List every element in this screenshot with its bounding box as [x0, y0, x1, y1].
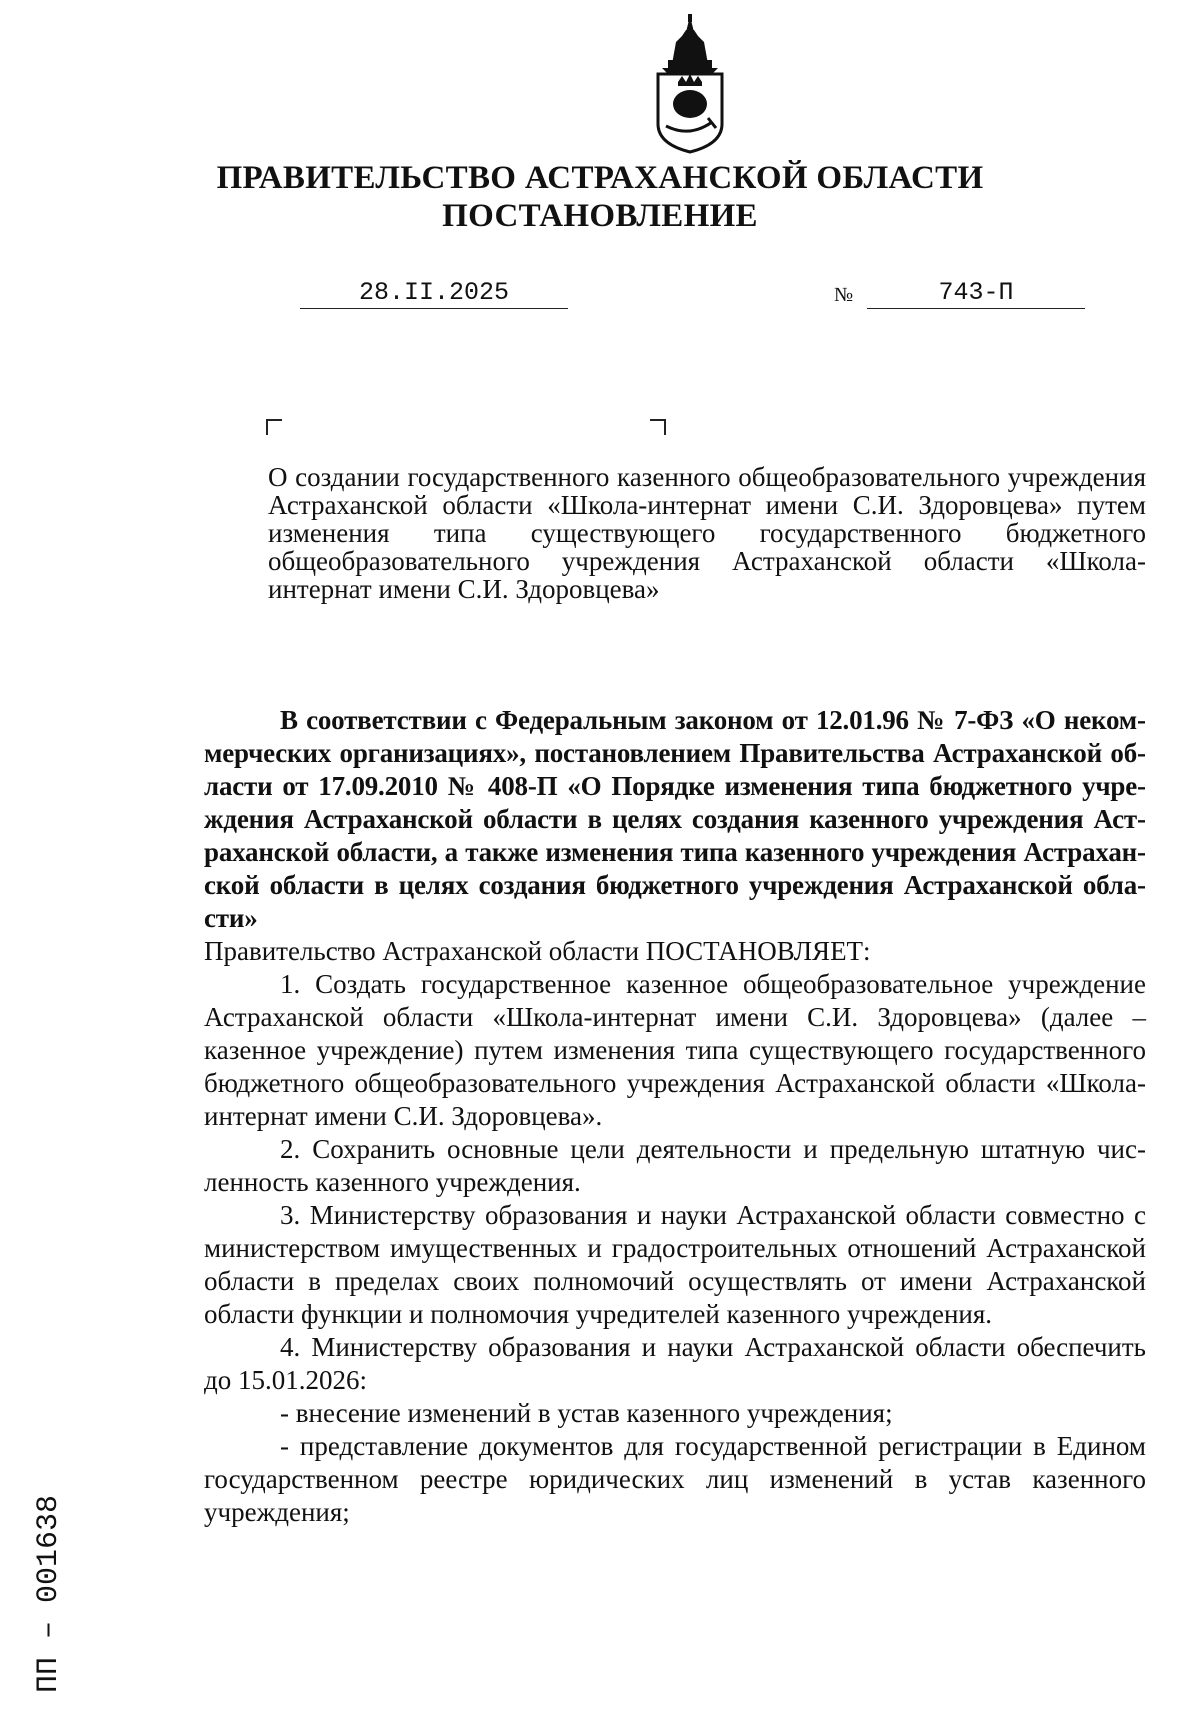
document-type-title: ПОСТАНОВЛЕНИЕ	[442, 198, 758, 234]
form-serial-number: ПП – 001638	[32, 1494, 66, 1693]
government-title: ПРАВИТЕЛЬСТВО АСТРАХАНСКОЙ ОБЛАСТИ	[216, 160, 984, 196]
resolves-paragraph: Правительство Астраханской области ПОСТАНОВЛЯЕТ:	[204, 936, 871, 966]
resolution-number: 743-П	[867, 278, 1085, 309]
resolution-subject: О создании государственного казенного общеобразовательного учреждения Астраханской области «Школа-интернат имени С.И. Здоровцева» путем изменения типа существующего государственного бюджетного общеобразовательного учреждения Астраханской области «Школа-интернат имени С.И. Здоровцева»	[268, 462, 1146, 604]
item-1-paragraph: 1. Создать государственное казенное общеобразовательное учреждение Астраханской области «Школа-интернат имени С.И. Здоровцева» (далее – казенное учреждение) путем изменения типа существующего государственного бюджетного общеобразовательного учреждения Астраханской области «Школа-интернат имени С.И. Здоровцева».	[204, 969, 1146, 1131]
resolution-body	[204, 704, 1146, 1529]
title-bracket-right	[650, 419, 666, 435]
item-4-sub-a: - внесение изменений в устав казенного учреждения;	[280, 1398, 893, 1428]
title-bracket-left	[266, 419, 282, 435]
item-3-paragraph: 3. Министерству образования и науки Астраханской области совместно с министерством имущественных и градостроительных отношений Астраханской области в пределах своих полномочий осуществлять от имени Астраханской области функции и полномочия учредителей казенного учреждения.	[204, 1200, 1146, 1329]
number-sign: №	[834, 284, 854, 306]
item-4-paragraph: 4. Министерству образования и науки Астраханской области обеспечить до 15.01.2026:	[204, 1332, 1146, 1395]
coat-of-arms-emblem	[650, 14, 730, 154]
item-4-sub-b: - представление документов для государственной регистрации в Едином государственном реестре юридических лиц изменений в устав казенного учреждения;	[204, 1431, 1146, 1527]
resolution-date: 28.II.2025	[300, 278, 568, 309]
item-2-paragraph: 2. Сохранить основные цели деятельности и предельную штатную численность казенного учреждения.	[204, 1134, 1146, 1197]
preamble-paragraph: В соответствии с Федеральным законом от 12.01.96 № 7-ФЗ «О некоммерческих организациях», постановлением Правительства Астраханской области от 17.09.2010 № 408-П «О Порядке изменения типа бюджетного учреждения Астраханской области в целях создания казенного учреждения Астраханской области, а также изменения типа казенного учреждения Астраханской области в целях создания бюджетного учреждения Астраханской области»	[204, 705, 1146, 933]
